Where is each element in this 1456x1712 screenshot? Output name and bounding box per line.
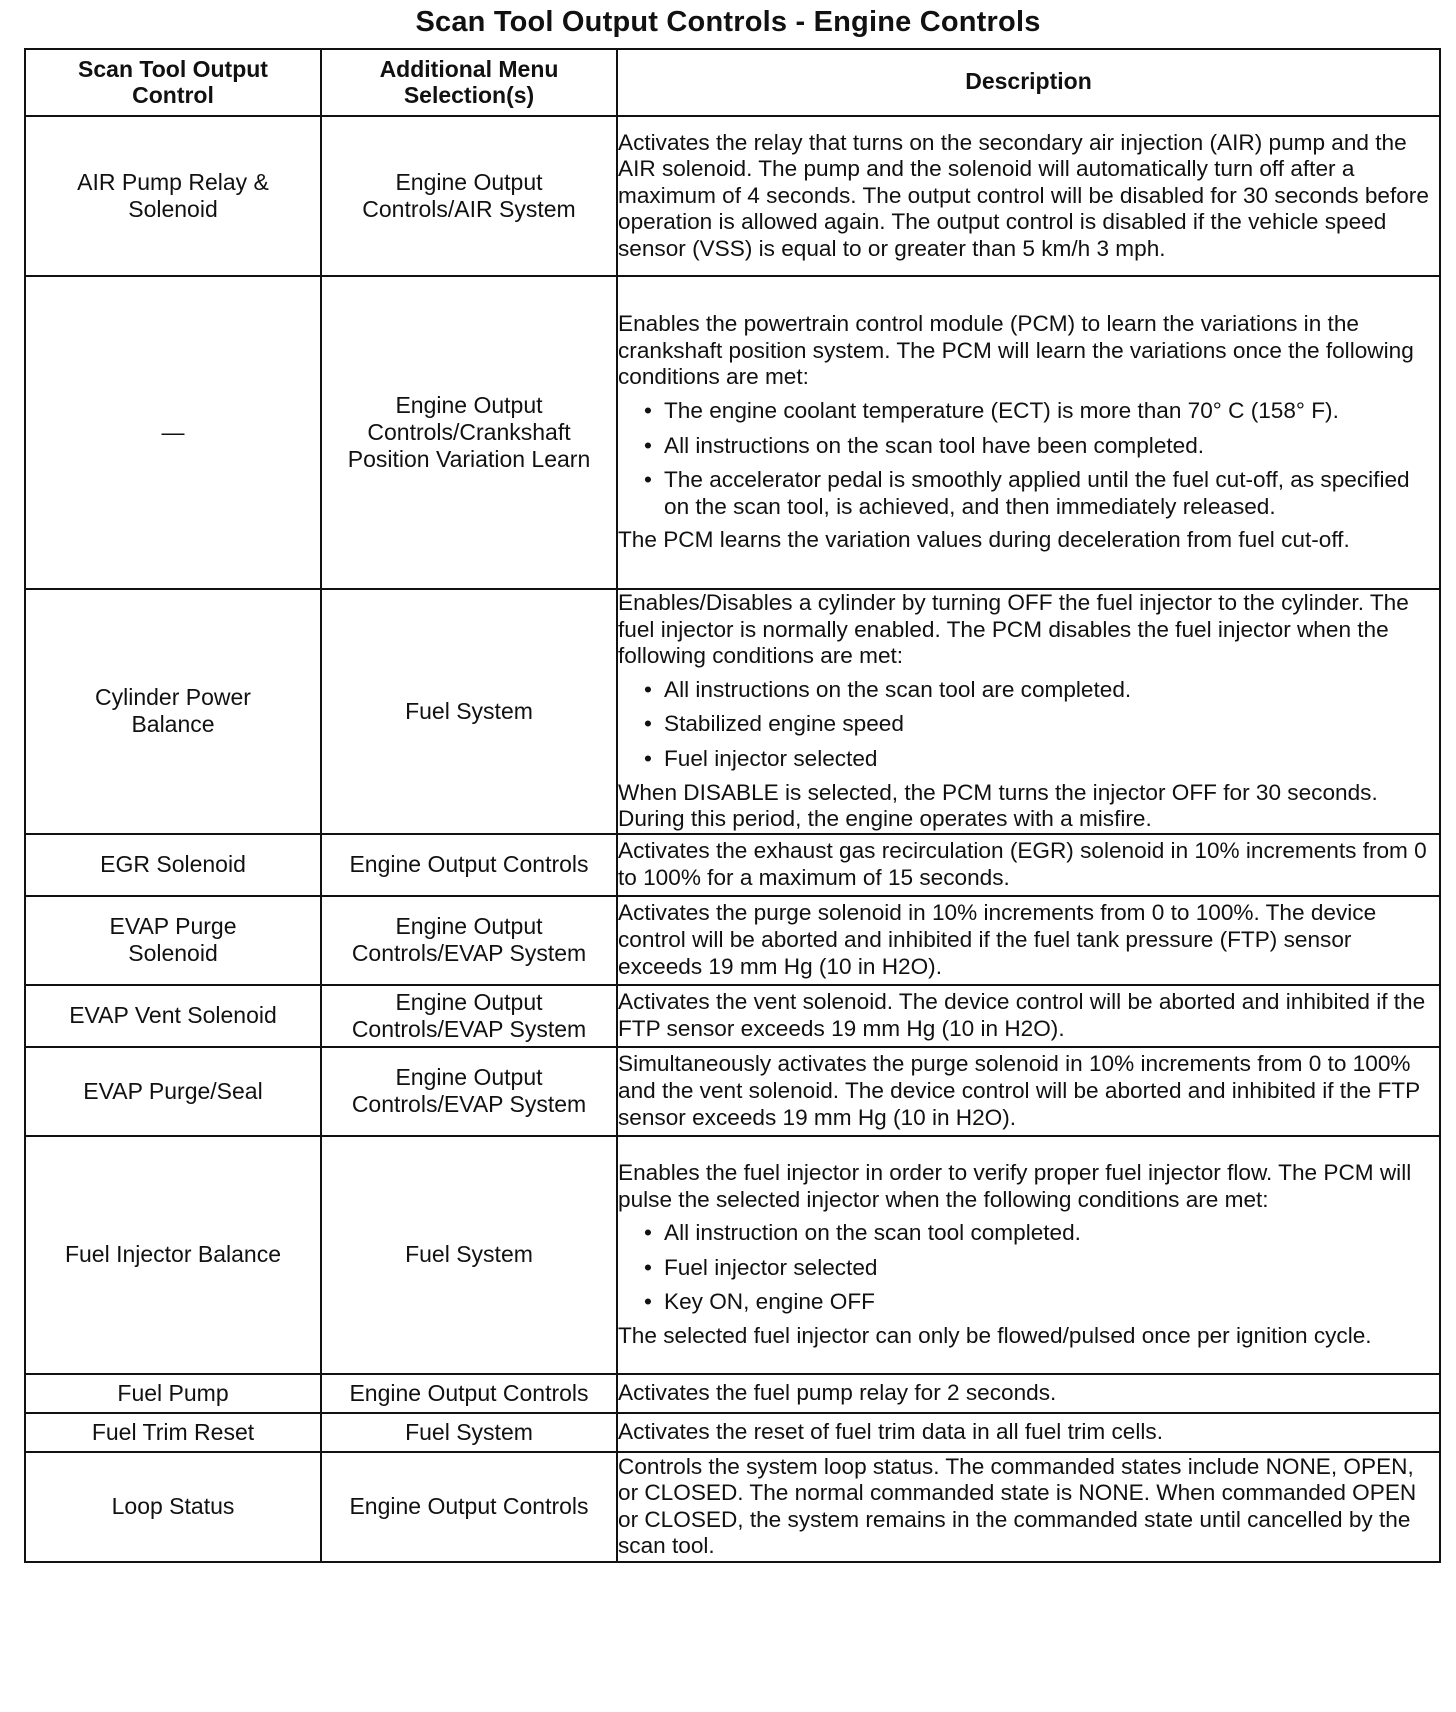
output-control-cell: EGR Solenoid	[25, 834, 321, 896]
condition-list	[618, 1220, 1439, 1316]
description-cell	[617, 1374, 1440, 1413]
output-control-cell: Fuel Pump	[25, 1374, 321, 1413]
description-cell	[617, 834, 1440, 896]
menu-selection-cell: Engine Output Controls/EVAP System	[321, 985, 617, 1047]
output-control-cell: EVAP Purge/Seal	[25, 1047, 321, 1136]
description-note: The PCM learns the variation values during deceleration from fuel cut-off.	[618, 527, 1350, 553]
table-row	[25, 1452, 1440, 1562]
table-row	[25, 116, 1440, 276]
header-description: Description	[617, 49, 1440, 116]
menu-selection-cell: Engine Output Controls	[321, 1452, 617, 1562]
description-text: Activates the relay that turns on the secondary air injection (AIR) pump and the AIR solenoid. The pump and the solenoid will automatically turn off after a maximum of 4 seconds. The output control will be disabled for 30 seconds before operation is allowed again. The output control is disabled if the vehicle speed sensor (VSS) is equal to or greater than 5 km/h 3 mph.	[618, 129, 1429, 261]
table-row	[25, 834, 1440, 896]
description-cell	[617, 1136, 1440, 1374]
list-item: • Fuel injector selected	[644, 1255, 1439, 1282]
list-item: • Stabilized engine speed	[644, 711, 1439, 738]
description-cell	[617, 896, 1440, 985]
output-control-cell: —	[25, 276, 321, 589]
description-cell	[617, 1047, 1440, 1136]
description-cell	[617, 1413, 1440, 1452]
description-cell	[617, 116, 1440, 276]
description-text: Enables the fuel injector in order to verify proper fuel injector flow. The PCM will pulse the selected injector when the following conditions are met:	[618, 1159, 1412, 1212]
menu-selection-cell: Engine Output Controls/Crankshaft Position Variation Learn	[321, 276, 617, 589]
table-row	[25, 1374, 1440, 1413]
menu-selection-cell: Engine Output Controls/EVAP System	[321, 1047, 617, 1136]
table-row	[25, 1136, 1440, 1374]
header-row	[25, 49, 1440, 116]
output-control-cell: EVAP Purge Solenoid	[25, 896, 321, 985]
list-item: • All instruction on the scan tool completed.	[644, 1220, 1439, 1247]
list-item: • The engine coolant temperature (ECT) is more than 70° C (158° F).	[644, 398, 1439, 425]
menu-selection-cell: Engine Output Controls	[321, 834, 617, 896]
description-cell	[617, 1452, 1440, 1562]
description-text: Activates the purge solenoid in 10% increments from 0 to 100%. The device control will be aborted and inhibited if the fuel tank pressure (FTP) sensor exceeds 19 mm Hg (10 in H2O).	[618, 900, 1377, 979]
list-item: • Fuel injector selected	[644, 746, 1439, 773]
table-row	[25, 1047, 1440, 1136]
table-row	[25, 276, 1440, 589]
list-item: • The accelerator pedal is smoothly applied until the fuel cut-off, as specified on the scan tool, is achieved, and then immediately released.	[644, 467, 1439, 520]
condition-list	[618, 398, 1439, 520]
output-control-cell: Loop Status	[25, 1452, 321, 1562]
output-control-cell: Fuel Injector Balance	[25, 1136, 321, 1374]
table-row	[25, 896, 1440, 985]
description-text: Enables/Disables a cylinder by turning OFF the fuel injector to the cylinder. The fuel injector is normally enabled. The PCM disables the fuel injector when the following conditions are met:	[618, 590, 1409, 669]
list-item: • Key ON, engine OFF	[644, 1289, 1439, 1316]
output-control-cell: AIR Pump Relay & Solenoid	[25, 116, 321, 276]
condition-list	[618, 677, 1439, 773]
output-controls-table	[24, 48, 1441, 1563]
output-control-cell: EVAP Vent Solenoid	[25, 985, 321, 1047]
table-row	[25, 1413, 1440, 1452]
description-text: Activates the reset of fuel trim data in all fuel trim cells.	[618, 1418, 1163, 1444]
description-text: Activates the vent solenoid. The device control will be aborted and inhibited if the FTP sensor exceeds 19 mm Hg (10 in H2O).	[618, 989, 1426, 1041]
output-control-cell: Cylinder Power Balance	[25, 589, 321, 834]
description-cell	[617, 589, 1440, 834]
description-text: Activates the fuel pump relay for 2 seconds.	[618, 1379, 1057, 1405]
menu-selection-cell: Engine Output Controls/EVAP System	[321, 896, 617, 985]
description-note: When DISABLE is selected, the PCM turns the injector OFF for 30 seconds. During this period, the engine operates with a misfire.	[618, 779, 1378, 832]
menu-selection-cell: Fuel System	[321, 1136, 617, 1374]
header-menu-selection: Additional Menu Selection(s)	[321, 49, 617, 116]
page-title: Scan Tool Output Controls - Engine Controls	[415, 6, 1041, 38]
table-row	[25, 589, 1440, 834]
header-output-control: Scan Tool Output Control	[25, 49, 321, 116]
description-text: Controls the system loop status. The commanded states include NONE, OPEN, or CLOSED. The normal commanded state is NONE. When commanded OPEN or CLOSED, the system remains in the commanded state until cancelled by the scan tool.	[618, 1453, 1417, 1559]
list-item: • All instructions on the scan tool have been completed.	[644, 433, 1439, 460]
description-cell	[617, 276, 1440, 589]
description-text: Activates the exhaust gas recirculation (EGR) solenoid in 10% increments from 0 to 100% for a maximum of 15 seconds.	[618, 838, 1427, 890]
description-text: Enables the powertrain control module (PCM) to learn the variations in the crankshaft position system. The PCM will learn the variations once the following conditions are met:	[618, 311, 1414, 390]
table-row	[25, 985, 1440, 1047]
menu-selection-cell: Engine Output Controls/AIR System	[321, 116, 617, 276]
menu-selection-cell: Engine Output Controls	[321, 1374, 617, 1413]
description-cell	[617, 985, 1440, 1047]
description-note: The selected fuel injector can only be flowed/pulsed once per ignition cycle.	[618, 1322, 1372, 1348]
list-item: • All instructions on the scan tool are completed.	[644, 677, 1439, 704]
description-text: Simultaneously activates the purge solenoid in 10% increments from 0 to 100% and the vent solenoid. The device control will be aborted and inhibited if the FTP sensor exceeds 19 mm Hg (10 in H2O).	[618, 1051, 1420, 1130]
output-control-cell: Fuel Trim Reset	[25, 1413, 321, 1452]
menu-selection-cell: Fuel System	[321, 1413, 617, 1452]
menu-selection-cell: Fuel System	[321, 589, 617, 834]
